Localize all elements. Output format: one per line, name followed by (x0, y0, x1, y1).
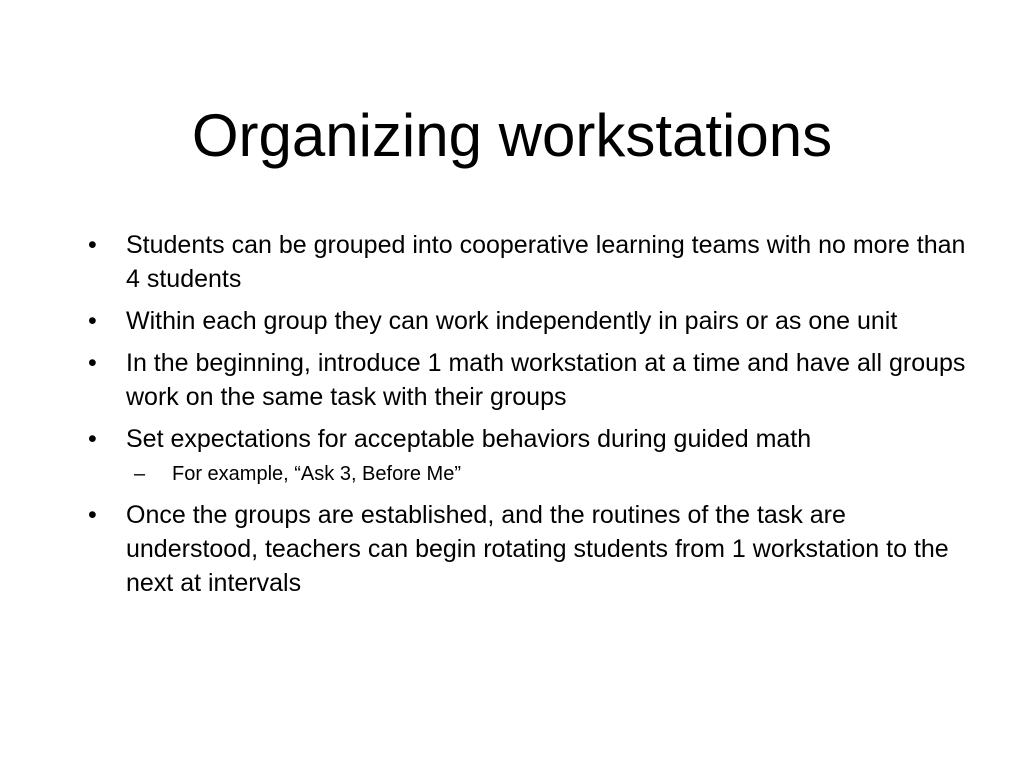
bullet-marker: • (88, 501, 97, 529)
bullet-marker: • (88, 349, 97, 377)
bullet-item (88, 422, 968, 456)
bullet-item (88, 228, 968, 296)
bullet-text: Within each group they can work independently in pairs or as one unit (126, 307, 898, 335)
bullet-marker: • (88, 307, 97, 335)
bullet-marker: • (88, 425, 97, 453)
sub-bullet-container (88, 460, 968, 488)
bullet-list (88, 228, 968, 608)
sub-bullet-text: For example, “Ask 3, Before Me” (172, 463, 461, 485)
sub-bullet-item (88, 460, 968, 488)
sub-bullet-marker: – (134, 463, 146, 485)
slide-title: Organizing workstations (191, 102, 833, 169)
bullet-text: Students can be grouped into cooperative learning teams with no more than 4 students (126, 231, 966, 293)
bullet-item (88, 304, 968, 338)
bullet-marker: • (88, 231, 97, 259)
bullet-text: Once the groups are established, and the routines of the task are understood, teachers can begin rotating students from 1 workstation to the next at intervals (126, 501, 949, 597)
bullet-item (88, 498, 968, 600)
sub-bullet-list (126, 460, 968, 488)
bullet-text: In the beginning, introduce 1 math workstation at a time and have all groups work on the same task with their groups (126, 349, 966, 411)
bullet-text: Set expectations for acceptable behaviors during guided math (126, 425, 812, 453)
bullet-item (88, 346, 968, 414)
